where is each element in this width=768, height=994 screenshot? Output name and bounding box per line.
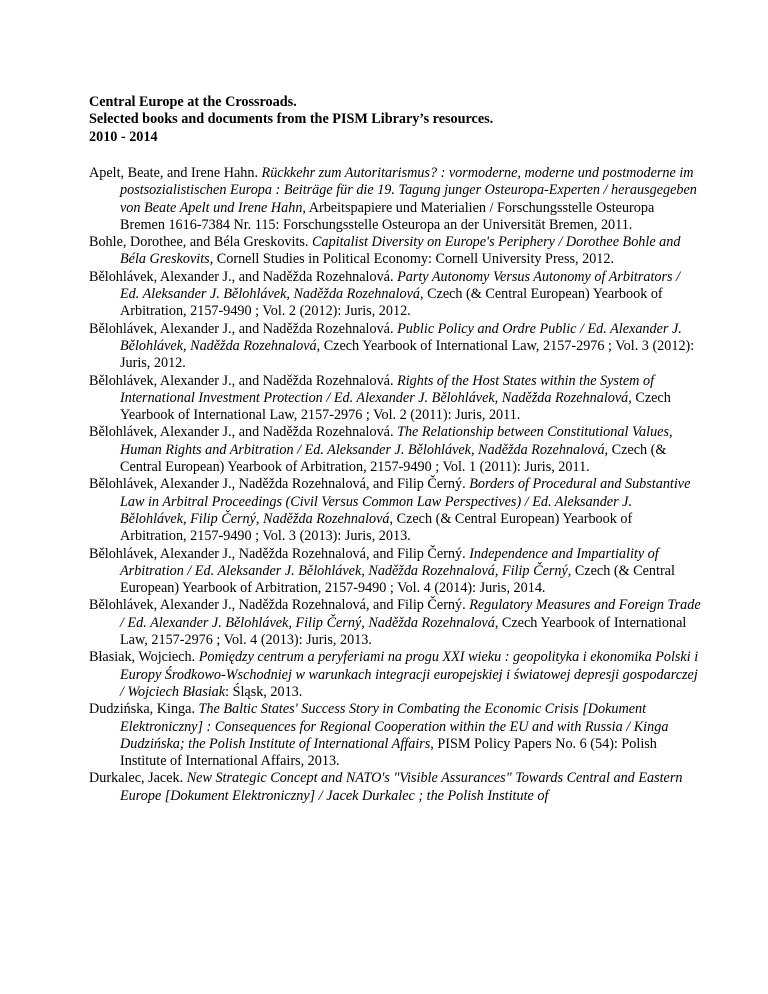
entry-publication: , Czech Yearbook of International Law, 2157-2976 ; Vol. 3 (2012): Juris, 2012. (120, 337, 695, 372)
entry-author: Bělohlávek, Alexander J., and Naděžda Rozehnalová. (89, 320, 398, 337)
bibliography-entry (89, 373, 701, 425)
entry-title: Rückkehr zum Autoritarismus? : vormoderne, moderne und postmoderne im postsozialistischen Europa : Beiträge für die 19. Tagung junger Osteuropa-Experten / herausgegeben von Beate Apelt und Irene Hahn (120, 165, 697, 216)
entry-publication: , Czech Yearbook of International Law, 2157-2976 ; Vol. 4 (2013): Juris, 2013. (120, 614, 687, 649)
bibliography-entry (89, 649, 701, 701)
bibliography-entry (89, 165, 701, 234)
entry-title: Capitalist Diversity on Europe's Periphery / Dorothee Bohle and Béla Greskovits (120, 234, 681, 268)
heading-title: Central Europe at the Crossroads. (89, 94, 297, 110)
entry-author: Błasiak, Wojciech. (89, 649, 199, 666)
entry-title: Public Policy and Ordre Public / Ed. Alexander J. Bělohlávek, Naděžda Rozehnalová (120, 320, 682, 354)
entry-author: Bělohlávek, Alexander J., Naděžda Rozehnalová, and Filip Černý. (89, 545, 470, 562)
bibliography-entry (89, 321, 701, 373)
entry-title: Independence and Impartiality of Arbitration / Ed. Aleksander J. Bělohlávek, Naděžda Rozehnalová, Filip Černý (120, 545, 659, 579)
entry-publication: , Arbeitspapiere und Materialien / Forschungsstelle Osteuropa Bremen 1616-7384 Nr. 115: Forschungsstelle Osteuropa an der Universität Bremen, 2011. (120, 199, 655, 233)
entry-publication: , Czech (& Central European) Yearbook of Arbitration, 2157-9490 ; Vol. 2 (2012): Juris, 2012. (120, 286, 663, 320)
entry-author: Apelt, Beate, and Irene Hahn. (89, 165, 262, 181)
entry-title: Borders of Procedural and Substantive Law in Arbitral Proceedings (Civil Versus Common Law Perspectives) / Ed. Aleksander J. Bělohlávek, Filip Černý, Naděžda Rozehnalová (120, 476, 691, 527)
entry-publication: : Śląsk, 2013. (225, 683, 303, 700)
bibliography-entry (89, 476, 701, 545)
entry-author: Durkalec, Jacek. (89, 770, 187, 787)
entry-publication: , Czech (& Central European) Yearbook of Arbitration, 2157-9490 ; Vol. 3 (2013): Juris, 2013. (120, 510, 633, 545)
heading-subtitle: Selected books and documents from the PISM Library’s resources. (89, 111, 494, 128)
entry-title: New Strategic Concept and NATO's "Visible Assurances" Towards Central and Eastern Europe [Dokument Elektroniczny] / Jacek Durkalec ; the Polish Institute of (120, 770, 683, 804)
entry-title: Rights of the Host States within the System of International Investment Protection / Ed. Alexander J. Bělohlávek, Naděžda Rozehnalová (120, 372, 655, 406)
bibliography-entry (89, 701, 701, 770)
entry-author: Bělohlávek, Alexander J., and Naděžda Rozehnalová. (89, 268, 398, 285)
entry-title: Regulatory Measures and Foreign Trade / Ed. Alexander J. Bělohlávek, Filip Černý, Naděžda Rozehnalová (120, 597, 701, 631)
document-heading (89, 94, 709, 146)
entry-title: The Relationship between Constitutional Values, Human Rights and Arbitration / Ed. Aleksander J. Bělohlávek, Naděžda Rozehnalová (120, 424, 673, 458)
entry-author: Bělohlávek, Alexander J., Naděžda Rozehnalová, and Filip Černý. (89, 597, 470, 614)
bibliography-entry (89, 597, 701, 649)
bibliography-list (89, 165, 701, 805)
bibliography-entry (89, 546, 701, 598)
entry-publication: , Czech (& Central European) Yearbook of Arbitration, 2157-9490 ; Vol. 4 (2014): Juris, 2014. (120, 562, 675, 597)
entry-author: Bělohlávek, Alexander J., and Naděžda Rozehnalová. (89, 372, 398, 389)
entry-publication: , Czech (& Central European) Yearbook of Arbitration, 2157-9490 ; Vol. 1 (2011): Juris, 2011. (120, 441, 667, 476)
entry-author: Bohle, Dorothee, and Béla Greskovits. (89, 234, 313, 251)
entry-title: The Baltic States' Success Story in Combating the Economic Crisis [Dokument Elektroniczny] : Consequences for Regional Cooperation within the EU and with Russia / Kinga Dudzińska; the Polish Institute of International Affairs (120, 701, 669, 752)
entry-title: Pomiędzy centrum a peryferiami na progu XXI wieku : geopolityka i ekonomika Polski i Europy Środkowo-Wschodniej w warunkach integracji europejskiej i światowej depresji gospodarczej / Wojciech Błasiak (120, 649, 699, 700)
entry-publication: , Cornell Studies in Political Economy: Cornell University Press, 2012. (209, 251, 615, 268)
entry-title: Party Autonomy Versus Autonomy of Arbitrators / Ed. Aleksander J. Bělohlávek, Naděžda Rozehnalová (120, 268, 681, 303)
bibliography-entry (89, 770, 701, 805)
entry-publication: , Czech Yearbook of International Law, 2157-2976 ; Vol. 2 (2011): Juris, 2011. (120, 389, 671, 424)
entry-author: Bělohlávek, Alexander J., Naděžda Rozehnalová, and Filip Černý. (89, 476, 470, 493)
heading-date-range: 2010 - 2014 (89, 128, 158, 145)
bibliography-entry (89, 234, 701, 269)
bibliography-entry (89, 269, 701, 321)
entry-author: Bělohlávek, Alexander J., and Naděžda Rozehnalová. (89, 424, 398, 441)
entry-author: Dudzińska, Kinga. (89, 701, 199, 718)
bibliography-entry (89, 424, 701, 476)
entry-publication: , PISM Policy Papers No. 6 (54): Polish Institute of International Affairs, 2013. (120, 735, 657, 770)
